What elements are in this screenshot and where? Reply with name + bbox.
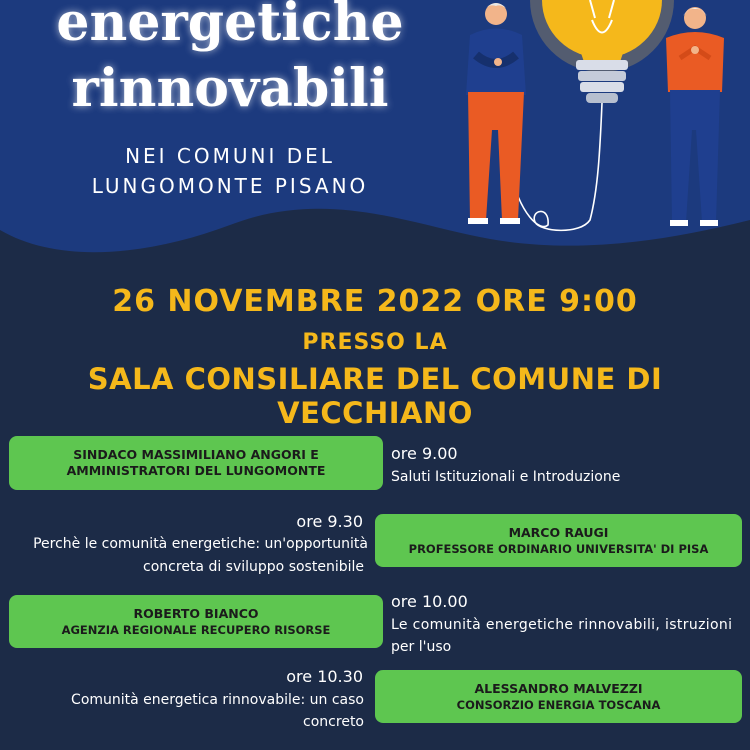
event-presso: PRESSO LA [302, 330, 448, 355]
program-desc-4-line-1: Comunità energetica rinnovabile: un caso [71, 692, 364, 708]
speaker-role: AMMINISTRATORI DEL LUNGOMONTE [66, 463, 326, 478]
speaker-box-4 [375, 670, 742, 723]
lightbulb-people-illustration [440, 0, 750, 240]
speaker-role: CONSORZIO ENERGIA TOSCANA [456, 697, 661, 712]
speaker-name: ALESSANDRO MALVEZZI [474, 680, 643, 696]
event-date: 26 NOVEMBRE 2022 ORE 9:00 [112, 284, 638, 319]
subtitle-line-2: LUNGOMONTE PISANO [91, 174, 369, 198]
speaker-box-2 [375, 514, 742, 567]
title-line-1: energetiche [56, 0, 404, 53]
program-time-4: ore 10.30 [286, 667, 363, 686]
program-time-1: ore 9.00 [391, 444, 458, 463]
speaker-name: MARCO RAUGI [508, 524, 609, 540]
program-time-3: ore 10.00 [391, 592, 468, 611]
title-line-2: rinnovabili [71, 58, 389, 119]
subtitle-line-1: NEI COMUNI DEL [125, 144, 335, 168]
speaker-name: ROBERTO BIANCO [133, 605, 259, 621]
program-desc-3-line-1: Le comunità energetiche rinnovabili, istruzioni [391, 617, 733, 633]
program-desc-2-line-1: Perchè le comunità energetiche: un'opportunità [33, 536, 368, 552]
program-desc-4-line-2: concreto [303, 714, 364, 730]
program-desc-3-line-2: per l'uso [391, 639, 452, 655]
speaker-box-1 [9, 436, 383, 490]
speaker-role: AGENZIA REGIONALE RECUPERO RISORSE [61, 622, 331, 637]
speaker-box-3 [9, 595, 383, 648]
program-desc-1-line-1: Saluti Istituzionali e Introduzione [391, 469, 621, 485]
speaker-name: SINDACO MASSIMILIANO ANGORI E [73, 447, 319, 462]
speaker-role: PROFESSORE ORDINARIO UNIVERSITA' DI PISA [408, 541, 709, 556]
program-desc-2-line-2: concreta di sviluppo sostenibile [143, 559, 364, 575]
program-time-2: ore 9.30 [296, 512, 363, 531]
event-venue: SALA CONSILIARE DEL COMUNE DI VECCHIANO [87, 362, 663, 430]
